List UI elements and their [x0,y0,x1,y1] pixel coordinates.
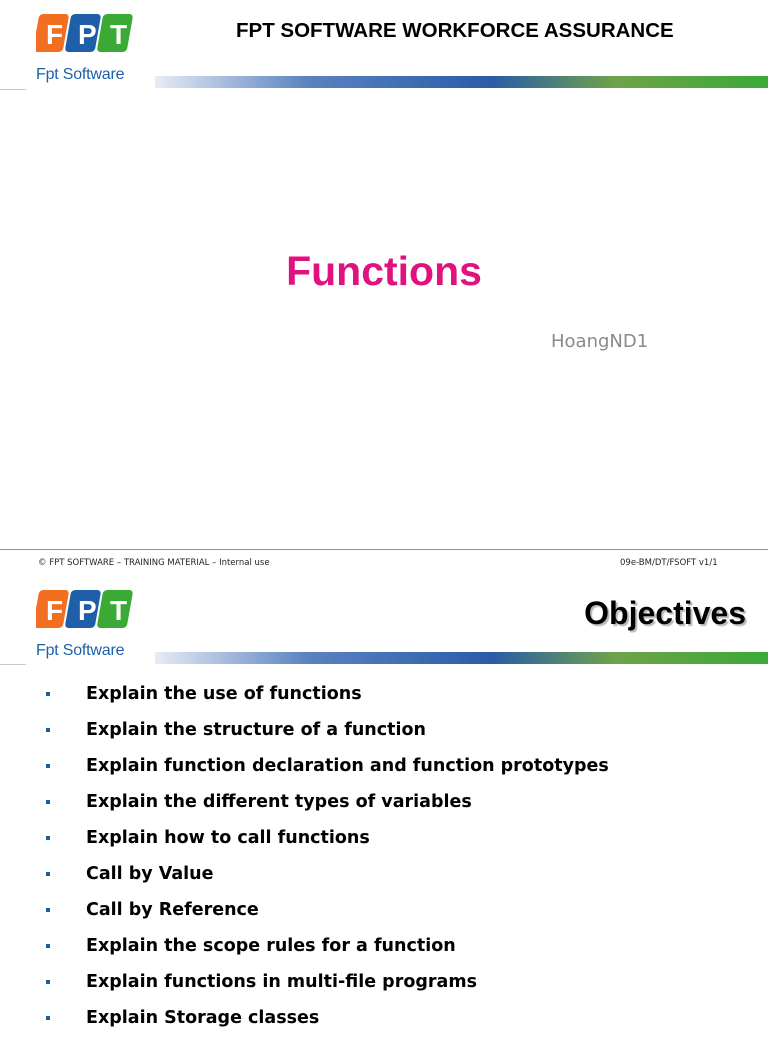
bullet-icon [46,980,50,984]
logo-wordmark: Fpt Software [36,66,125,83]
fpt-logo [36,10,136,88]
list-item-text: Explain the different types of variables [86,792,472,812]
fpt-logo [36,586,136,664]
list-item-text: Explain Storage classes [86,1008,320,1028]
objectives-title: Objectives [584,595,746,631]
header-rule [0,664,26,665]
author-name: HoangND1 [551,331,649,352]
list-item [0,862,768,898]
svg-text:F: F [46,19,64,50]
bullet-icon [46,692,50,696]
list-item-text: Explain the use of functions [86,684,362,704]
bullet-icon [46,1016,50,1020]
bullet-icon [46,764,50,768]
bullet-icon [46,908,50,912]
svg-text:P: P [78,19,97,50]
list-item-text: Explain the structure of a function [86,720,426,740]
footer-rule [0,549,768,550]
list-item [0,1006,768,1042]
footer-doc-code: 09e-BM/DT/FSOFT v1/1 [620,558,718,568]
svg-text:T: T [110,19,128,50]
slide-title: Functions [286,248,482,294]
list-item [0,682,768,718]
footer-copyright: © FPT SOFTWARE – TRAINING MATERIAL – Internal use [38,558,270,568]
list-item-text: Call by Reference [86,900,259,920]
list-item-text: Explain functions in multi-file programs [86,972,477,992]
objectives-list [0,682,768,1042]
list-item-text: Call by Value [86,864,214,884]
header-title: FPT SOFTWARE WORKFORCE ASSURANCE [236,19,674,42]
bullet-icon [46,944,50,948]
list-item [0,970,768,1006]
list-item [0,718,768,754]
svg-text:P: P [78,595,97,626]
list-item [0,826,768,862]
fpt-logo-mark [36,10,136,62]
header-color-band [155,76,768,88]
list-item [0,790,768,826]
list-item-text: Explain how to call functions [86,828,370,848]
fpt-logo-mark [36,586,136,638]
bullet-icon [46,872,50,876]
header-color-band [155,652,768,664]
list-item [0,898,768,934]
svg-text:T: T [110,595,128,626]
list-item [0,754,768,790]
bullet-icon [46,800,50,804]
logo-wordmark: Fpt Software [36,642,125,659]
list-item-text: Explain function declaration and function prototypes [86,756,609,776]
header-rule [0,89,26,90]
svg-text:F: F [46,595,64,626]
list-item-text: Explain the scope rules for a function [86,936,456,956]
list-item [0,934,768,970]
bullet-icon [46,836,50,840]
bullet-icon [46,728,50,732]
